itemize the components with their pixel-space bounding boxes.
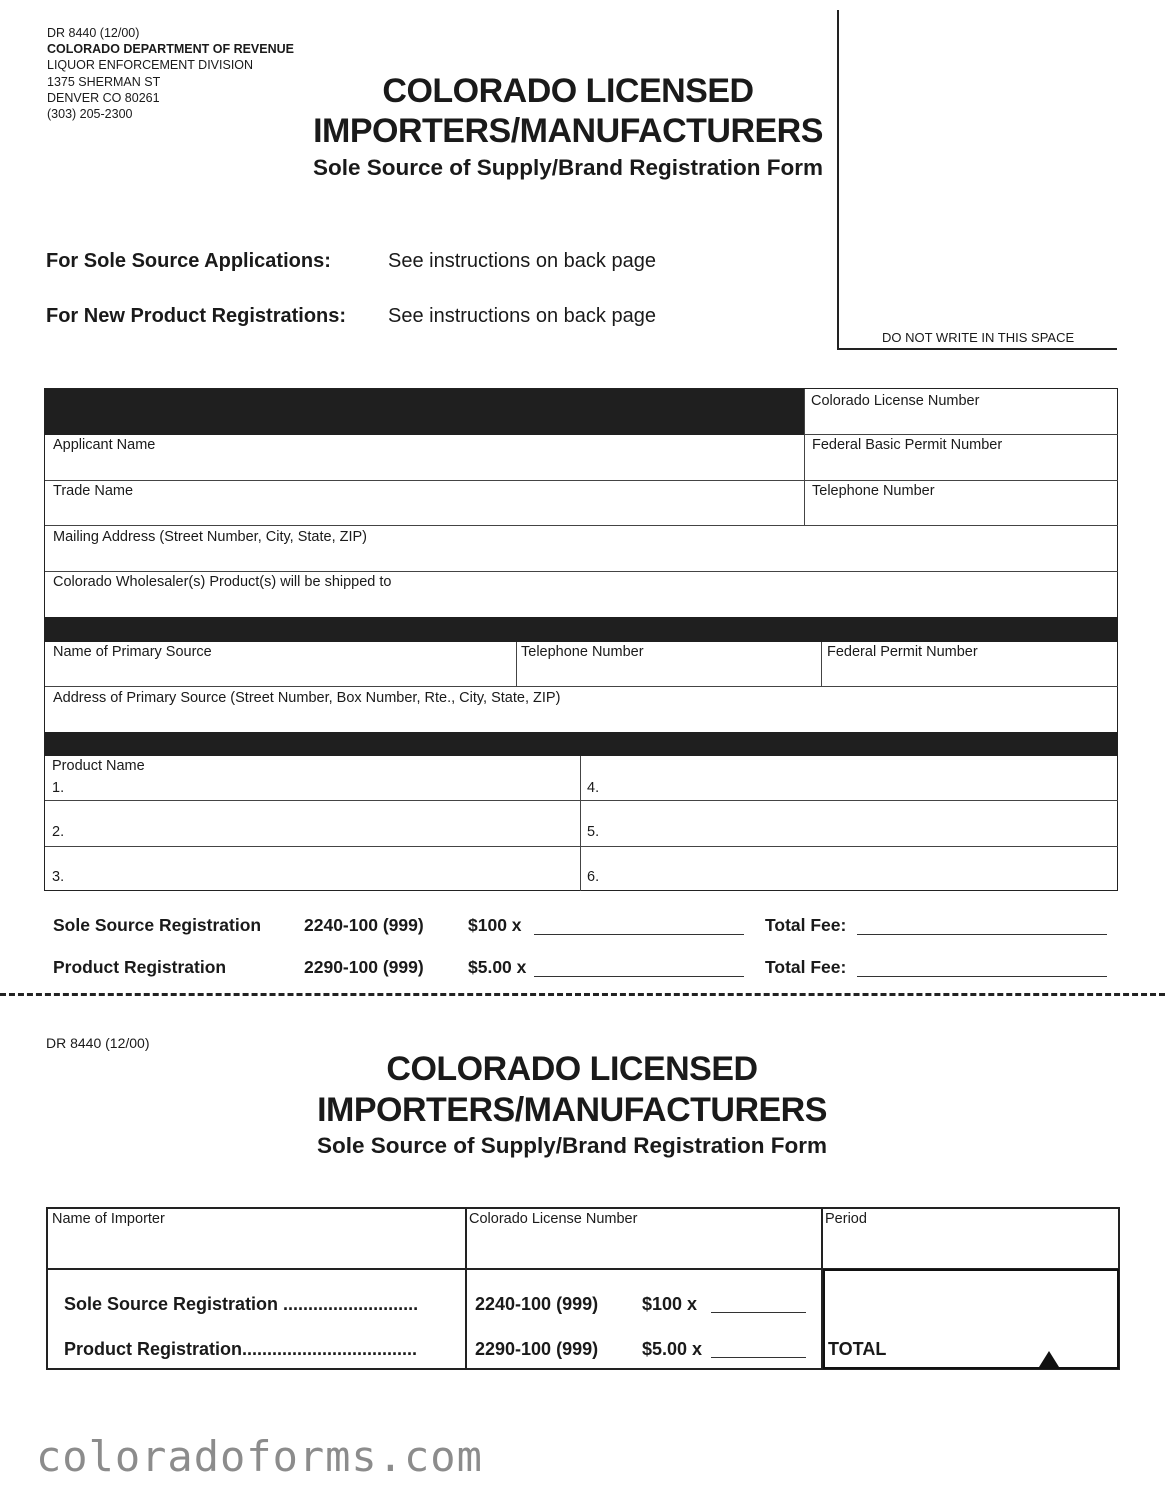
stub-sole-source-quantity-line[interactable] <box>711 1296 806 1313</box>
trade-name-field[interactable]: Trade Name <box>53 483 134 499</box>
sole-source-fee-rate: $100 x <box>468 915 522 935</box>
product-line-3[interactable]: 3. <box>52 869 65 885</box>
divider <box>45 846 1118 847</box>
product-fee-label: Product Registration <box>53 957 227 977</box>
product-total-line[interactable] <box>857 960 1107 977</box>
new-product-registrations-label: For New Product Registrations: <box>46 305 347 327</box>
divider <box>465 1208 467 1369</box>
divider <box>45 686 1118 687</box>
federal-basic-permit-field[interactable]: Federal Basic Permit Number <box>812 437 1003 453</box>
product-line-2[interactable]: 2. <box>52 824 65 840</box>
divider <box>45 480 1118 481</box>
divider <box>45 525 1118 526</box>
stub-sole-source-code: 2240-100 (999) <box>475 1294 599 1314</box>
sole-source-applications-label: For Sole Source Applications: <box>46 250 331 272</box>
stub-period-label: Period <box>825 1211 867 1227</box>
stub-product-code: 2290-100 (999) <box>475 1339 599 1359</box>
stub-product-quantity-line[interactable] <box>711 1341 806 1358</box>
office-use-note: DO NOT WRITE IN THIS SPACE <box>882 330 1075 345</box>
wholesalers-field[interactable]: Colorado Wholesaler(s) Product(s) will be shipped to <box>53 574 392 590</box>
product-line-6[interactable]: 6. <box>587 869 600 885</box>
telephone-field[interactable]: Telephone Number <box>812 483 935 499</box>
stub-title-line2: IMPORTERS/MANUFACTURERS <box>317 1091 827 1129</box>
divider <box>45 800 1118 801</box>
product-line-4[interactable]: 4. <box>587 780 600 796</box>
divider <box>804 434 1118 435</box>
sole-source-quantity-line[interactable] <box>534 918 744 935</box>
stub-sole-source-label: Sole Source Registration ........................... <box>64 1294 419 1314</box>
sole-source-applications-note: See instructions on back page <box>388 250 656 272</box>
stub-total-label: TOTAL <box>828 1339 887 1359</box>
applicant-section-bar <box>45 389 804 435</box>
office-use-bottom-line <box>837 348 1117 350</box>
product-fee-rate: $5.00 x <box>468 957 527 977</box>
license-number-field[interactable]: Colorado License Number <box>811 393 980 409</box>
mailing-address-field[interactable]: Mailing Address (Street Number, City, State, ZIP) <box>53 529 368 545</box>
product-line-5[interactable]: 5. <box>587 824 600 840</box>
form-title-line2: IMPORTERS/MANUFACTURERS <box>313 112 823 150</box>
arrow-up-icon <box>1038 1350 1060 1368</box>
divider <box>821 642 822 686</box>
form-subtitle: Sole Source of Supply/Brand Registration Form <box>312 155 824 180</box>
stub-subtitle: Sole Source of Supply/Brand Registration Form <box>316 1133 828 1158</box>
agency-phone: (303) 205-2300 <box>47 107 133 122</box>
stub-importer-label: Name of Importer <box>52 1211 165 1227</box>
divider <box>804 389 805 526</box>
primary-source-federal-permit-field[interactable]: Federal Permit Number <box>827 644 978 660</box>
product-line-1[interactable]: 1. <box>52 780 65 796</box>
sole-source-total-label: Total Fee: <box>765 915 847 935</box>
product-name-label: Product Name <box>52 758 145 774</box>
divider <box>516 642 517 686</box>
applicant-name-field[interactable]: Applicant Name <box>53 437 156 453</box>
primary-source-section-bar <box>45 617 1118 642</box>
agency-street: 1375 SHERMAN ST <box>47 74 161 89</box>
stub-license-label: Colorado License Number <box>469 1211 638 1227</box>
product-fee-code: 2290-100 (999) <box>304 957 424 977</box>
stub-product-rate: $5.00 x <box>642 1339 703 1359</box>
product-quantity-line[interactable] <box>534 960 744 977</box>
stub-product-label: Product Registration................................... <box>64 1339 418 1359</box>
sole-source-total-line[interactable] <box>857 918 1107 935</box>
primary-source-telephone-field[interactable]: Telephone Number <box>521 644 644 660</box>
primary-source-address-field[interactable]: Address of Primary Source (Street Number, Box Number, Rte., City, State, ZIP) <box>53 690 561 706</box>
sole-source-fee-label: Sole Source Registration <box>53 915 262 935</box>
site-watermark: coloradoforms.com <box>36 1432 483 1481</box>
division-name: LIQUOR ENFORCEMENT DIVISION <box>47 58 254 73</box>
stub-sole-source-rate: $100 x <box>642 1294 698 1314</box>
stub-form-number: DR 8440 (12/00) <box>46 1035 150 1051</box>
agency-city: DENVER CO 80261 <box>47 90 160 105</box>
primary-source-name-field[interactable]: Name of Primary Source <box>53 644 212 660</box>
new-product-registrations-note: See instructions on back page <box>388 305 656 327</box>
product-total-label: Total Fee: <box>765 957 847 977</box>
stub-title-line1: COLORADO LICENSED <box>386 1050 758 1088</box>
products-section-bar <box>45 732 1118 756</box>
sole-source-fee-code: 2240-100 (999) <box>304 915 424 935</box>
form-number: DR 8440 (12/00) <box>47 26 140 40</box>
office-use-divider <box>837 10 839 350</box>
tear-off-line <box>0 993 1165 996</box>
divider <box>580 756 581 891</box>
form-title-line1: COLORADO LICENSED <box>382 72 754 110</box>
divider <box>45 571 1118 572</box>
agency-name: COLORADO DEPARTMENT OF REVENUE <box>47 42 294 57</box>
agency-block <box>47 25 294 122</box>
